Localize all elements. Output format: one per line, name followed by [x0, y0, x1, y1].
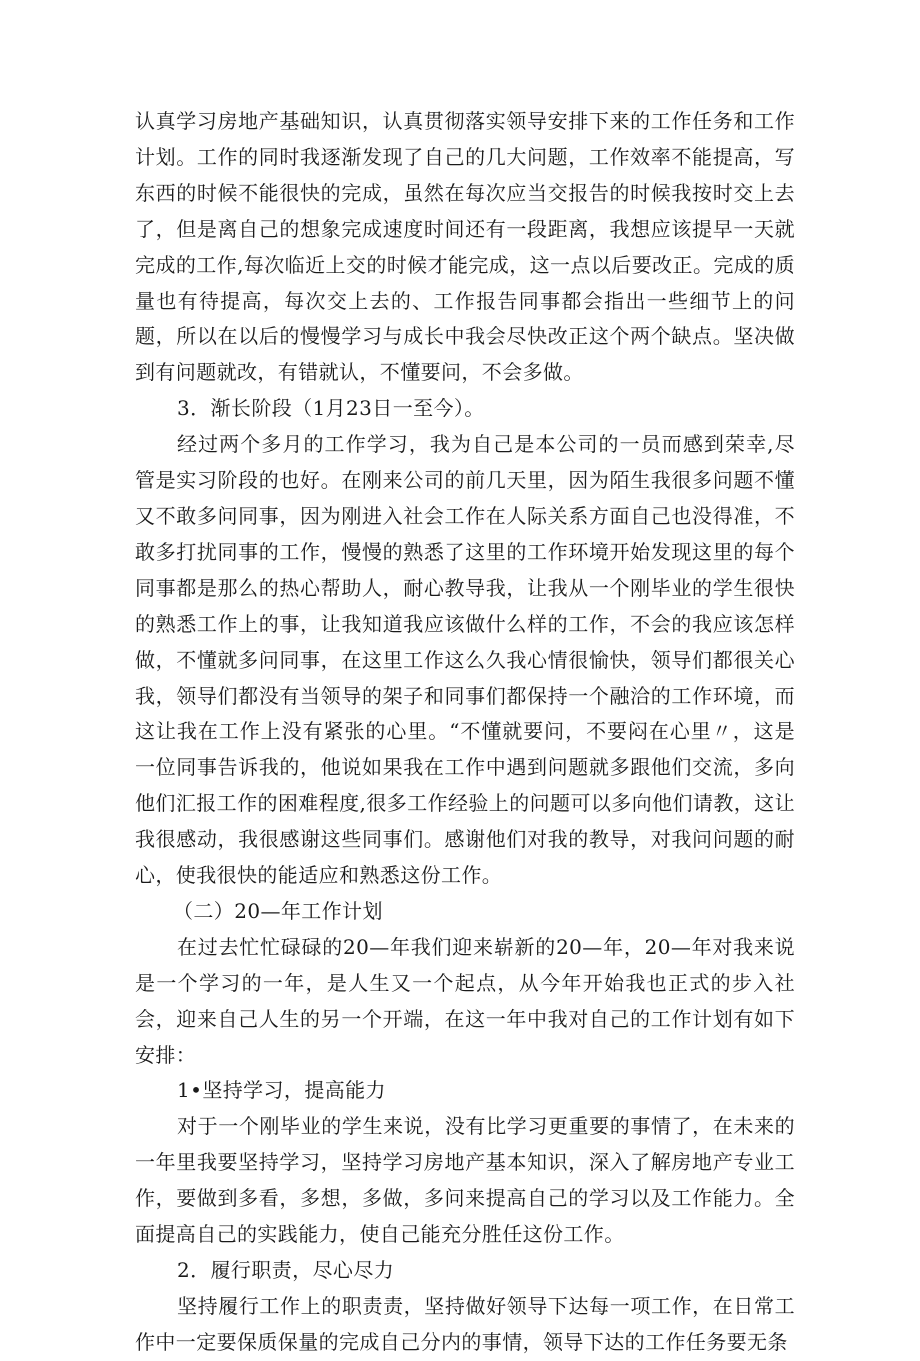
section-heading-work-plan: （二）20—年工作计划 — [173, 898, 383, 923]
body-paragraph-continued: 认真学习房地产基础知识，认真贯彻落实领导安排下来的工作任务和工作计划。工作的同时我逐渐发现了自己的几大问题，工作效率不能提高，写东西的时候不能很快的完成，虽然在每次应当交报告的时候我按时交上去了，但是离自己的想象完成速度时间还有一段距离，我想应该提早一天就完成的工作,每次临近上交的时候才能完成，这一点以后要改正。完成的质量也有待提高，每次交上去的、工作报告同事都会指出一些细节上的问题，所以在以后的慢慢学习与成长中我会尽快改正这个两个缺点。坚决做到有问题就改，有错就认，不懂要问，不会多做。 — [135, 109, 795, 385]
body-paragraph: 坚持履行工作上的职责责，坚持做好领导下达每一项工作，在日常工作中一定要保质保量的完成自己分内的事情，领导下达的工作任务要无条 — [135, 1293, 795, 1354]
body-paragraph: 经过两个多月的工作学习，我为自己是本公司的一员而感到荣幸,尽管是实习阶段的也好。在刚来公司的前几天里，因为陌生我很多问题不懂又不敢多问同事，因为刚进入社会工作在人际关系方面自己也没得准，不敢多打扰同事的工作，慢慢的熟悉了这里的工作环境开始发现这里的每个同事都是那么的热心帮助人，耐心教导我，让我从一个刚毕业的学生很快的熟悉工作上的事，让我知道我应该做什么样的工作，不会的我应该怎样做，不懂就多问同事，在这里工作这么久我心情很愉快，领导们都很关心我，领导们都没有当领导的架子和同事们都保持一个融洽的工作环境，而这让我在工作上没有紧张的心里。“不懂就要问，不要闷在心里〃，这是一位同事告诉我的，他说如果我在工作中遇到问题就多跟他们交流，多向他们汇报工作的困难程度,很多工作经验上的问题可以多向他们请教，这让我很感动，我很感谢这些同事们。感谢他们对我的教导，对我问问题的耐心，使我很快的能适应和熟悉这份工作。 — [135, 432, 795, 888]
document-body — [135, 104, 795, 1361]
subheading-keep-learning: 1•坚持学习，提高能力 — [177, 1078, 386, 1103]
subheading-growth-stage: 3．渐长阶段（1月23日一至今）。 — [177, 396, 485, 421]
body-paragraph: 对于一个刚毕业的学生来说，没有比学习更重要的事情了，在未来的一年里我要坚持学习，坚持学习房地产基本知识，深入了解房地产专业工作，要做到多看，多想，多做，多问来提高自己的学习以及工作能力。全面提高自己的实践能力，使自己能充分胜任这份工作。 — [135, 1114, 795, 1247]
subheading-fulfill-duties: 2．履行职责，尽心尽力 — [177, 1258, 395, 1282]
body-paragraph: 在过去忙忙碌碌的20—年我们迎来崭新的20—年，20—年对我来说是一个学习的一年，是人生又一个起点，从今年开始我也正式的步入社会，迎来自己人生的另一个开端，在这一年中我对自己的工作计划有如下安排： — [135, 934, 795, 1067]
